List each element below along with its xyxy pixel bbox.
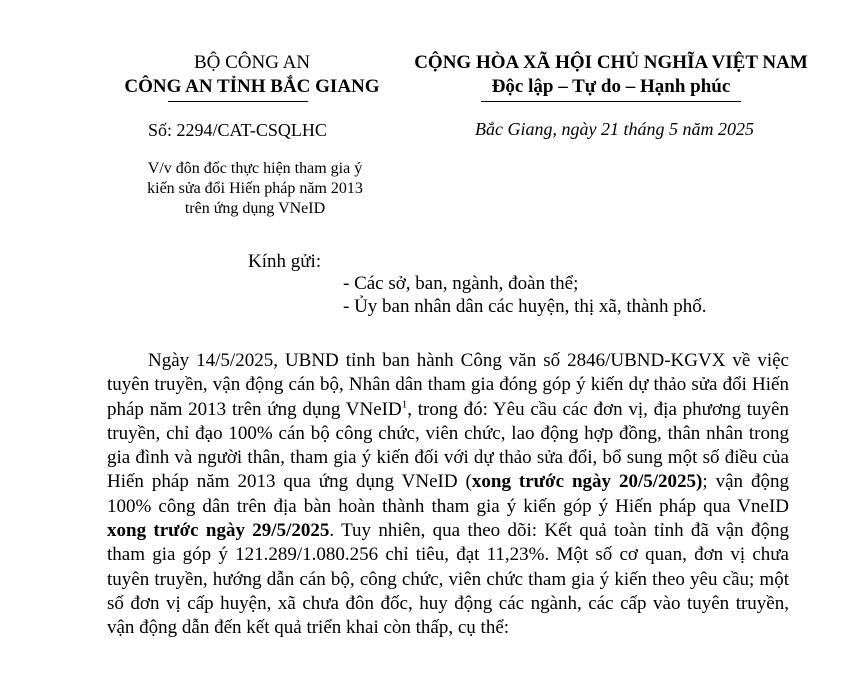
subject-line: V/v đôn đốc thực hiện tham gia ý (147, 160, 363, 177)
greeting: Kính gửi: (248, 251, 322, 272)
body-paragraph (107, 349, 789, 641)
body-text: Ngày 14/5/2025, UBND tỉnh ban hành Công văn số 2846/UBND-KGVX về việc tuyên truyền, vận động cán bộ, Nhân dân tham gia đóng góp ý kiến dự thảo sửa đổi Hiến pháp năm 2013 trên ứng dụng VNeID (107, 350, 789, 420)
body-text: , trong đó: Yêu cầu các đơn vị, địa phương tuyên truyền, chỉ đạo 100% cán bộ công chức, viên chức, lao động hợp đồng, thân nhân trong gia đình và người thân, tham gia ý kiến đối với dự thảo sửa đổi, bổ sung một số điều của Hiến pháp năm 2013 qua ứng dụng VNeID ( (107, 398, 789, 493)
body-text: ; vận động 100% công dân trên địa bàn hoàn thành tham gia ý kiến góp ý Hiến pháp qua VneID (107, 471, 790, 517)
document-number: Số: 2294/CAT-CSQLHC (148, 120, 327, 140)
footnote-ref[interactable]: 1 (401, 398, 408, 411)
agency-underline (168, 101, 308, 102)
subject-line: kiến sửa đổi Hiến pháp năm 2013 (147, 180, 363, 197)
agency-parent: BỘ CÔNG AN (193, 52, 311, 73)
recipient-item: - Ủy ban nhân dân các huyện, thị xã, thành phố. (343, 296, 707, 317)
motto: Độc lập – Tự do – Hạnh phúc (491, 76, 731, 97)
subject-line: trên ứng dụng VNeID (184, 200, 326, 217)
country-name: CỘNG HÒA XÃ HỘI CHỦ NGHĨA VIỆT NAM (414, 52, 808, 73)
body-text: . Tuy nhiên, qua theo dõi: Kết quả toàn tỉnh đã vận động tham gia góp ý 121.289/1.080.256 chỉ tiêu, đạt 11,23%. Một số cơ quan, đơn vị chưa tuyên truyền, hướng dẫn cán bộ, công chức, viên chức tham gia ý kiến theo yêu cầu; một số đơn vị cấp huyện, xã chưa đôn đốc, huy động các ngành, các cấp vào tuyên truyền, vận động dẫn đến kết quả triển khai còn thấp, cụ thể: (107, 520, 789, 639)
agency-name: CÔNG AN TỈNH BẮC GIANG (124, 76, 380, 97)
document-body (107, 349, 789, 641)
place-date: Bắc Giang, ngày 21 tháng 5 năm 2025 (475, 119, 754, 139)
deadline-bold: xong trước ngày 20/5/2025) (471, 471, 703, 493)
motto-underline (481, 101, 741, 102)
document-subject (128, 159, 382, 219)
recipient-item: - Các sở, ban, ngành, đoàn thể; (343, 273, 579, 294)
deadline-bold: xong trước ngày 29/5/2025 (107, 520, 330, 542)
